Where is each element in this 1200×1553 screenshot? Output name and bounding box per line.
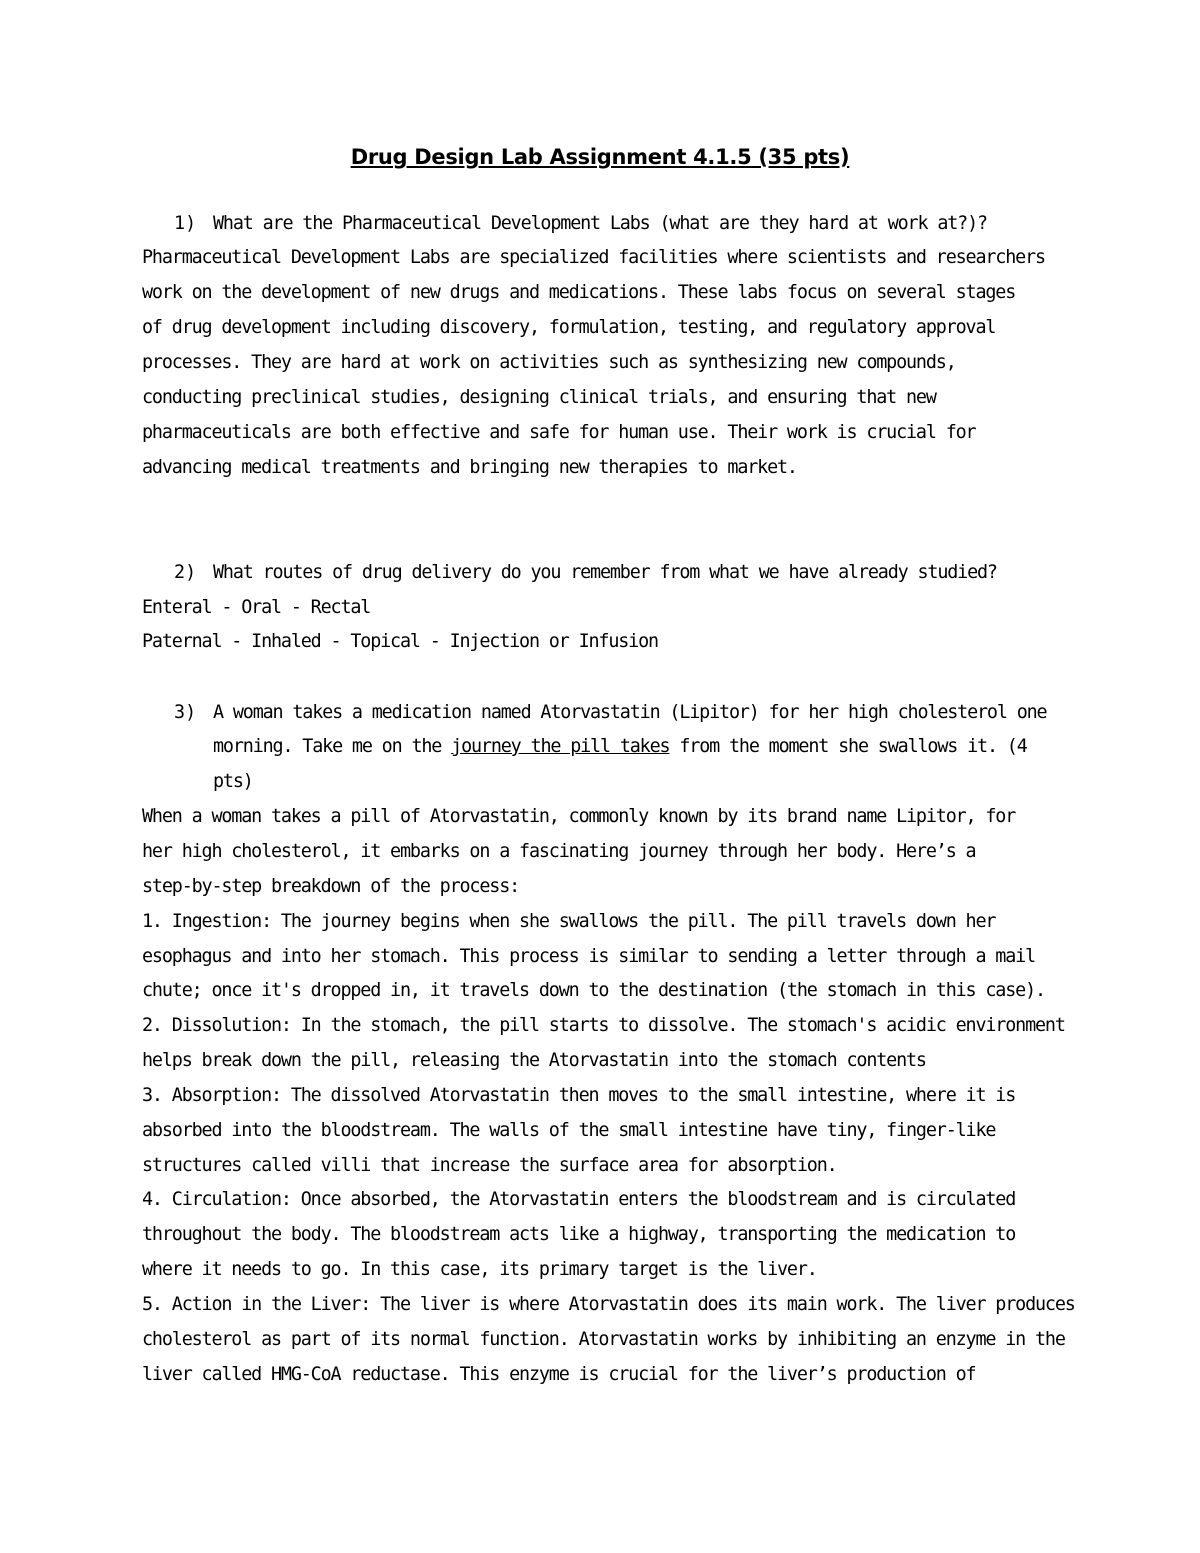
answer-2-line: Enteral - Oral - Rectal bbox=[142, 597, 371, 618]
answer-3-line: helps break down the pill, releasing the Atorvastatin into the stomach contents bbox=[142, 1050, 926, 1071]
question-3-text-line: A woman takes a medication named Atorvastatin (Lipitor) for her high cholesterol one bbox=[213, 702, 1047, 723]
question-3-underlined-phrase: journey the pill takes bbox=[451, 736, 670, 757]
answer-3-line: 5. Action in the Liver: The liver is where Atorvastatin does its main work. The liver produces bbox=[142, 1294, 1075, 1315]
document-title: Drug Design Lab Assignment 4.1.5 (35 pts) bbox=[350, 145, 850, 169]
answer-3-line: chute; once it's dropped in, it travels down to the destination (the stomach in this case). bbox=[142, 980, 1045, 1001]
answer-3-line: where it needs to go. In this case, its primary target is the liver. bbox=[142, 1259, 817, 1280]
question-3-text-segment: morning. Take me on the bbox=[213, 736, 452, 757]
question-3-number: 3) bbox=[174, 702, 197, 723]
question-3-text-line bbox=[213, 730, 1027, 764]
answer-3-line: 2. Dissolution: In the stomach, the pill starts to dissolve. The stomach's acidic environment bbox=[142, 1015, 1065, 1036]
answer-3-line: cholesterol as part of its normal function. Atorvastatin works by inhibiting an enzyme in the bbox=[142, 1329, 1065, 1350]
answer-1-line: Pharmaceutical Development Labs are specialized facilities where scientists and researchers bbox=[142, 247, 1045, 268]
answer-3-line: 1. Ingestion: The journey begins when she swallows the pill. The pill travels down her bbox=[142, 911, 996, 932]
question-3-text-line: pts) bbox=[213, 771, 253, 792]
answer-3-line: throughout the body. The bloodstream acts like a highway, transporting the medication to bbox=[142, 1224, 1016, 1245]
answer-2-line: Paternal - Inhaled - Topical - Injection or Infusion bbox=[142, 631, 658, 652]
answer-3-line: her high cholesterol, it embarks on a fascinating journey through her body. Here’s a bbox=[142, 841, 976, 862]
question-1-text: What are the Pharmaceutical Development Labs (what are they hard at work at?)? bbox=[213, 213, 987, 234]
answer-3-line: 3. Absorption: The dissolved Atorvastatin then moves to the small intestine, where it is bbox=[142, 1085, 1016, 1106]
answer-3-line: 4. Circulation: Once absorbed, the Atorvastatin enters the bloodstream and is circulated bbox=[142, 1189, 1016, 1210]
question-3-text-segment: from the moment she swallows it. (4 bbox=[669, 736, 1027, 757]
answer-3-line: esophagus and into her stomach. This process is similar to sending a letter through a mail bbox=[142, 946, 1035, 967]
question-2-text: What routes of drug delivery do you remember from what we have already studied? bbox=[213, 562, 997, 583]
answer-3-line: liver called HMG-CoA reductase. This enzyme is crucial for the liver’s production of bbox=[142, 1364, 976, 1385]
answer-1-line: of drug development including discovery, formulation, testing, and regulatory approval bbox=[142, 317, 996, 338]
answer-1-line: conducting preclinical studies, designing clinical trials, and ensuring that new bbox=[142, 387, 936, 408]
answer-1-line: work on the development of new drugs and medications. These labs focus on several stages bbox=[142, 282, 1016, 303]
answer-1-line: advancing medical treatments and bringing new therapies to market. bbox=[142, 457, 797, 478]
answer-3-line: step-by-step breakdown of the process: bbox=[142, 876, 520, 897]
answer-3-line: absorbed into the bloodstream. The walls of the small intestine have tiny, finger-like bbox=[142, 1120, 996, 1141]
answer-3-line: When a woman takes a pill of Atorvastatin, commonly known by its brand name Lipitor, for bbox=[142, 806, 1016, 827]
answer-1-line: processes. They are hard at work on activities such as synthesizing new compounds, bbox=[142, 352, 956, 373]
question-1-number: 1) bbox=[174, 213, 197, 234]
answer-3-line: structures called villi that increase the surface area for absorption. bbox=[142, 1155, 837, 1176]
answer-1-line: pharmaceuticals are both effective and safe for human use. Their work is crucial for bbox=[142, 422, 976, 443]
question-2-number: 2) bbox=[174, 562, 197, 583]
